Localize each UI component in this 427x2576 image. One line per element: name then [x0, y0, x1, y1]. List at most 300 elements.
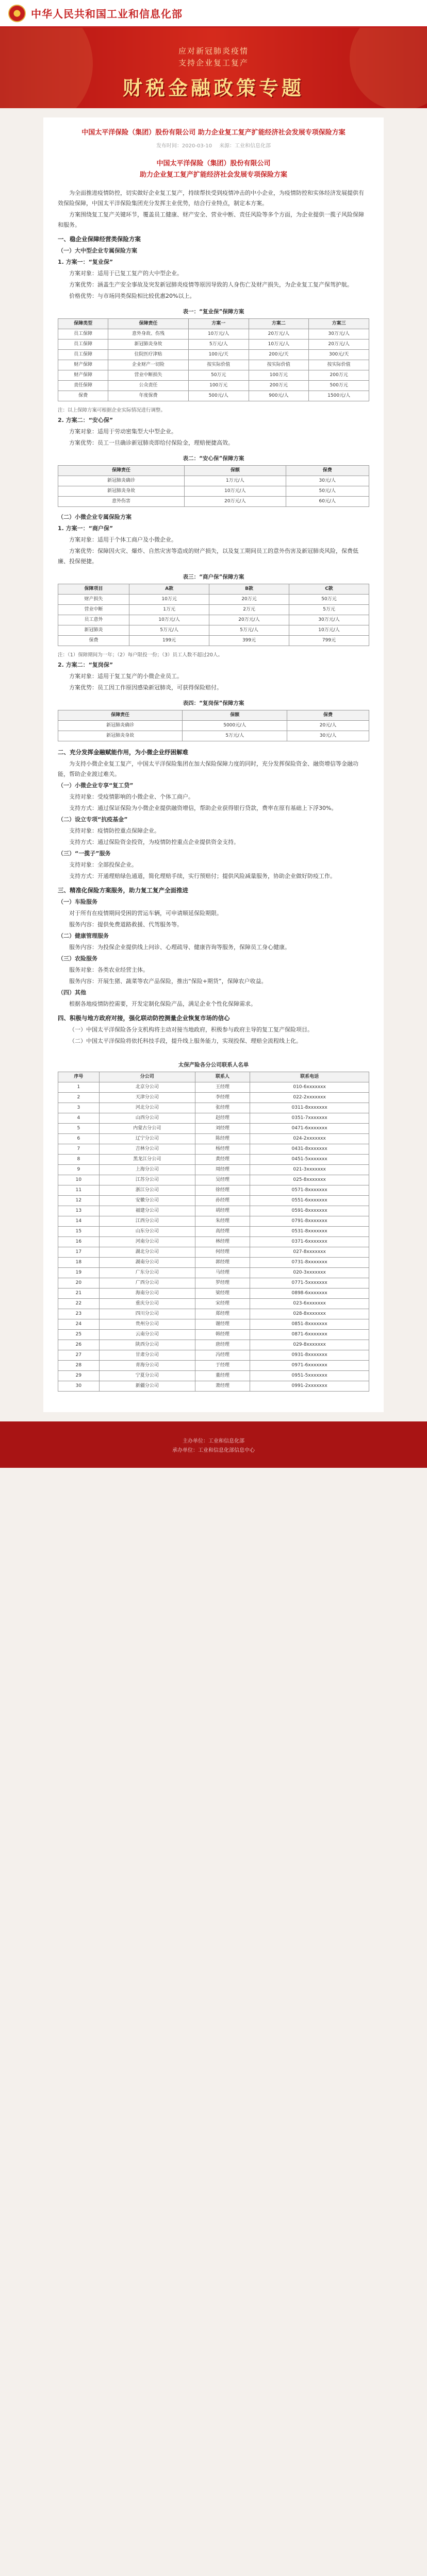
table-cell: 陈经理: [195, 1134, 250, 1144]
table-row: [58, 1268, 369, 1278]
contact-table: [58, 1072, 369, 1392]
table-cell: 22: [58, 1299, 100, 1309]
table-row: [58, 350, 369, 360]
table-cell: 25: [58, 1330, 100, 1340]
table-cell: 0531-8xxxxxxx: [250, 1227, 369, 1237]
table-cell: 8: [58, 1155, 100, 1165]
table-cell: 福建分公司: [99, 1206, 195, 1216]
table-cell: 2: [58, 1093, 100, 1103]
table-cell: 1万元: [129, 605, 209, 615]
page-footer: [0, 1421, 427, 1468]
table-cell: 10万元/人: [289, 625, 369, 636]
table-cell: 10万元: [129, 595, 209, 605]
table-cell: 李经理: [195, 1093, 250, 1103]
table-cell: 15: [58, 1227, 100, 1237]
table-cell: 0991-2xxxxxxx: [250, 1381, 369, 1392]
table-cell: 20万元: [209, 595, 289, 605]
table-cell: 200元/天: [249, 350, 309, 360]
article-body: [43, 117, 384, 1412]
table-cell: 贵州分公司: [99, 1319, 195, 1330]
table-header-cell: 保费: [286, 466, 369, 476]
table-cell: 5万元/人: [183, 731, 287, 741]
table-cell: 陕西分公司: [99, 1340, 195, 1350]
table-cell: 0451-5xxxxxxx: [250, 1155, 369, 1165]
table-row: [58, 1278, 369, 1289]
table-header-cell: 方案二: [249, 319, 309, 329]
table-row: [58, 1093, 369, 1103]
section-paragraph: 支持对象：疫情防控重点保障企业。: [69, 827, 160, 834]
table-row: [58, 370, 369, 381]
table-cell: 新冠肺炎确诊: [58, 476, 185, 486]
table-cell: 徐经理: [195, 1185, 250, 1196]
table-cell: 天津分公司: [99, 1093, 195, 1103]
subsection-heading: （四）其他: [58, 989, 86, 996]
table-cell: 029-8xxxxxxx: [250, 1340, 369, 1350]
table-cell: 黑龙江分公司: [99, 1155, 195, 1165]
table-cell: 0951-5xxxxxxx: [250, 1371, 369, 1381]
table-row: [58, 1258, 369, 1268]
table-cell: 新冠肺炎身故: [108, 340, 189, 350]
table-row: [58, 1381, 369, 1392]
section-heading: 二、充分发挥金融赋能作用，为小微企业纾困解难: [58, 749, 188, 756]
table-cell: 13: [58, 1206, 100, 1216]
table-row: [58, 1134, 369, 1144]
table-cell: 0731-8xxxxxxx: [250, 1258, 369, 1268]
table-cell: 0311-8xxxxxxx: [250, 1103, 369, 1113]
table-row: [58, 595, 369, 605]
table-row: [58, 731, 369, 741]
table-cell: 0971-6xxxxxxx: [250, 1361, 369, 1371]
table-cell: 营业中断损失: [108, 370, 189, 381]
table-cell: 江苏分公司: [99, 1175, 195, 1185]
table-cell: 于经理: [195, 1361, 250, 1371]
table-cell: 员工意外: [58, 615, 129, 625]
table-row: [58, 360, 369, 370]
table-cell: 4: [58, 1113, 100, 1124]
table-row: [58, 497, 369, 507]
table-cell: 新疆分公司: [99, 1381, 195, 1392]
section-paragraph: 根据各地疫情防控需要，开发定制化保险产品，满足企业个性化保障需求。: [69, 1001, 256, 1007]
table-cell: 四川分公司: [99, 1309, 195, 1319]
intro-paragraph: 方案围绕复工复产关键环节，覆盖员工健康、财产安全、营业中断、责任风险等多个方面，为企业提供一揽子风险保障和服务。: [58, 211, 364, 228]
table-cell: 28: [58, 1361, 100, 1371]
table-cell: 1: [58, 1082, 100, 1093]
table-cell: 吉林分公司: [99, 1144, 195, 1155]
plan-paragraph: 方案对象：适用于个体工商户及小微企业。: [69, 536, 177, 543]
table-cell: 王经理: [195, 1082, 250, 1093]
table-row: [58, 1319, 369, 1330]
table-header-cell: 联系电话: [250, 1072, 369, 1082]
subsection-heading: （二）健康管理服务: [58, 933, 109, 939]
table-cell: 新冠肺炎身故: [58, 486, 185, 497]
table-header-cell: 保障项目: [58, 584, 129, 595]
section-paragraph: 支持对象：全部投保企业。: [69, 861, 137, 868]
plan-paragraph: 方案优势：员工因工作原因感染新冠肺炎，可获得保险赔付。: [69, 684, 222, 691]
table-cell: 1500元/人: [309, 391, 369, 401]
table-caption: 表二：“安心保”保障方案: [183, 455, 244, 462]
section-paragraph: 支持对象：受疫情影响的小微企业、个体工商户。: [69, 793, 194, 800]
table-cell: 山东分公司: [99, 1227, 195, 1237]
table-cell: 10: [58, 1175, 100, 1185]
table-cell: 5: [58, 1124, 100, 1134]
table-cell: 企业财产一切险: [108, 360, 189, 370]
table-cell: 萧经理: [195, 1381, 250, 1392]
table-cell: 50万元: [188, 370, 249, 381]
table-cell: 新冠肺炎确诊: [58, 721, 183, 731]
contact-table-caption: 太保产险各分公司联系人名单: [178, 1062, 249, 1068]
table-row: [58, 486, 369, 497]
table-cell: 公众责任: [108, 381, 189, 391]
plan-table: [58, 465, 369, 507]
table-cell: 0431-8xxxxxxx: [250, 1144, 369, 1155]
table-cell: 27: [58, 1350, 100, 1361]
table-cell: 023-6xxxxxxx: [250, 1299, 369, 1309]
table-cell: 郑经理: [195, 1309, 250, 1319]
table-cell: 0351-7xxxxxxx: [250, 1113, 369, 1124]
plan-heading: 1. 方案一：“商户保”: [58, 525, 113, 532]
plan-paragraph: 方案对象：适用于已复工复产的大中型企业。: [69, 270, 183, 277]
table-cell: 11: [58, 1185, 100, 1196]
table-cell: 北京分公司: [99, 1082, 195, 1093]
plan-paragraph: 方案优势：员工一旦确诊新冠肺炎即给付保险金，理赔便捷高效。: [69, 439, 234, 446]
table-cell: 50万元: [289, 595, 369, 605]
article-title: 中国太平洋保险（集团）股份有限公司 助力企业复工复产扩能经济社会发展专项保险方案: [81, 129, 346, 137]
table-cell: 梁经理: [195, 1289, 250, 1299]
org-title-line-2: 助力企业复工复产扩能经济社会发展专项保险方案: [139, 171, 287, 179]
table-cell: 湖南分公司: [99, 1258, 195, 1268]
table-row: [58, 1247, 369, 1258]
plan-paragraph: 方案对象：适用于复工复产的小微企业员工。: [69, 673, 183, 680]
table-row: [58, 1113, 369, 1124]
table-cell: 022-2xxxxxxx: [250, 1093, 369, 1103]
table-cell: 湖北分公司: [99, 1247, 195, 1258]
table-cell: 宋经理: [195, 1299, 250, 1309]
table-cell: 内蒙古分公司: [99, 1124, 195, 1134]
table-cell: 10万元/人: [188, 329, 249, 340]
table-cell: 010-6xxxxxxx: [250, 1082, 369, 1093]
table-cell: 新冠肺炎: [58, 625, 129, 636]
section-paragraph: 支持方式：通过保险资金投资，为疫情防控重点企业提供资金支持。: [69, 839, 239, 845]
table-cell: 2万元: [209, 605, 289, 615]
section-heading: 四、积极与地方政府对接，强化联动防控测量企业恢复市场的信心: [58, 1014, 230, 1022]
table-cell: 027-8xxxxxxx: [250, 1247, 369, 1258]
table-cell: 山西分公司: [99, 1113, 195, 1124]
table-header-cell: 保费: [287, 710, 369, 721]
table-cell: 0898-6xxxxxxx: [250, 1289, 369, 1299]
table-cell: 12: [58, 1196, 100, 1206]
table-cell: 孙经理: [195, 1196, 250, 1206]
table-row: [58, 1175, 369, 1185]
table-cell: 谢经理: [195, 1319, 250, 1330]
table-header-cell: 方案一: [188, 319, 249, 329]
top-bar: [0, 0, 427, 28]
plan-table: [58, 318, 369, 401]
table-cell: 河北分公司: [99, 1103, 195, 1113]
table-header-cell: 序号: [58, 1072, 100, 1082]
table-cell: 19: [58, 1268, 100, 1278]
table-cell: 0931-8xxxxxxx: [250, 1350, 369, 1361]
table-cell: 200万元: [249, 381, 309, 391]
table-cell: 20万元/人: [209, 615, 289, 625]
table-row: [58, 1155, 369, 1165]
table-cell: 799元: [289, 636, 369, 646]
table-cell: 18: [58, 1258, 100, 1268]
table-cell: 上海分公司: [99, 1165, 195, 1175]
table-cell: 020-3xxxxxxx: [250, 1268, 369, 1278]
table-cell: 30万元/人: [289, 615, 369, 625]
table-cell: 营业中断: [58, 605, 129, 615]
table-cell: 重庆分公司: [99, 1299, 195, 1309]
table-cell: 21: [58, 1289, 100, 1299]
table-header-cell: A款: [129, 584, 209, 595]
org-title: [58, 158, 369, 181]
table-cell: 1万元/人: [185, 476, 286, 486]
table-cell: 财产保障: [58, 370, 108, 381]
table-header-cell: 方案三: [309, 319, 369, 329]
table-cell: 025-8xxxxxxx: [250, 1175, 369, 1185]
table-row: [58, 1340, 369, 1350]
section-paragraph: 服务内容：为投保企业提供线上问诊、心理疏导、健康咨询等服务，保障员工身心健康。: [69, 944, 290, 951]
table-cell: 100元/天: [188, 350, 249, 360]
table-cell: 0551-6xxxxxxx: [250, 1196, 369, 1206]
table-cell: 20: [58, 1278, 100, 1289]
table-cell: 按实际价值: [188, 360, 249, 370]
table-cell: 按实际价值: [309, 360, 369, 370]
table-cell: 董经理: [195, 1371, 250, 1381]
table-cell: 安徽分公司: [99, 1196, 195, 1206]
plan-table: [58, 584, 369, 646]
table-cell: 何经理: [195, 1247, 250, 1258]
table-row: [58, 1371, 369, 1381]
banner-line-1: 应对新冠肺炎疫情: [178, 46, 249, 56]
table-cell: 宁夏分公司: [99, 1371, 195, 1381]
table-cell: 刘经理: [195, 1124, 250, 1134]
subsection-heading: （二）小微企业专属保险方案: [58, 514, 132, 520]
table-row: [58, 329, 369, 340]
table-cell: 朱经理: [195, 1216, 250, 1227]
subsection-heading: （三）农险服务: [58, 955, 97, 962]
plan-paragraph: 价格优势：与市场同类保险相比较优惠20%以上。: [69, 293, 195, 299]
table-cell: 30万元/人: [309, 329, 369, 340]
table-cell: 郭经理: [195, 1258, 250, 1268]
table-cell: 意外伤害: [58, 497, 185, 507]
table-cell: 10万元/人: [129, 615, 209, 625]
table-cell: 保费: [58, 391, 108, 401]
table-cell: 199元: [129, 636, 209, 646]
table-cell: 20万元/人: [249, 329, 309, 340]
table-row: [58, 1144, 369, 1155]
table-cell: 300元/天: [309, 350, 369, 360]
table-header-cell: 保障责任: [58, 710, 183, 721]
table-cell: 20元/人: [287, 721, 369, 731]
plan-paragraph: 方案对象：适用于劳动密集型大中型企业。: [69, 428, 177, 435]
table-cell: 吴经理: [195, 1175, 250, 1185]
table-cell: 0471-6xxxxxxx: [250, 1124, 369, 1134]
table-header-cell: 联系人: [195, 1072, 250, 1082]
section-paragraph: 支持方式：通过保证保险为小微企业提供融资增信，帮助企业获得银行贷款，费率在原有基础上下浮30%。: [69, 805, 337, 811]
table-cell: 60元/人: [286, 497, 369, 507]
table-cell: 员工保障: [58, 350, 108, 360]
table-cell: 14: [58, 1216, 100, 1227]
table-header-cell: 保障责任: [58, 466, 185, 476]
table-cell: 高经理: [195, 1227, 250, 1237]
table-cell: 赵经理: [195, 1113, 250, 1124]
table-cell: 河南分公司: [99, 1237, 195, 1247]
site-title[interactable]: 中华人民共和国工业和信息化部: [31, 8, 183, 20]
national-emblem-icon: [8, 5, 26, 22]
table-cell: 按实际价值: [249, 360, 309, 370]
table-row: [58, 1289, 369, 1299]
table-row: [58, 1124, 369, 1134]
section-paragraph: 服务内容：提供免费道路救援、代驾服务等。: [69, 921, 183, 928]
plan-heading: 2. 方案二：“安心保”: [58, 417, 113, 423]
table-cell: 20万元/人: [309, 340, 369, 350]
table-cell: 500元/人: [188, 391, 249, 401]
table-cell: 16: [58, 1237, 100, 1247]
section-paragraph: 支持方式：开通理赔绿色通道，简化理赔手续，实行预赔付；提供风险减量服务，协助企业做好防疫工作。: [69, 873, 336, 879]
source: 来源：工业和信息化部: [219, 143, 271, 149]
table-cell: 23: [58, 1309, 100, 1319]
subsection-heading: （三）“一揽子”服务: [58, 850, 111, 857]
table-caption: 表三：“商户保”保障方案: [183, 574, 244, 580]
banner-line-2: 支持企业复工复产: [178, 58, 249, 67]
table-cell: 张经理: [195, 1103, 250, 1113]
section-heading: 三、精准化保险方案服务，助力复工复产全面推进: [58, 887, 188, 894]
table-cell: 周经理: [195, 1165, 250, 1175]
table-cell: 5万元/人: [209, 625, 289, 636]
table-cell: 399元: [209, 636, 289, 646]
table-cell: 辽宁分公司: [99, 1134, 195, 1144]
table-caption: 表四：“复岗保”保障方案: [183, 700, 244, 706]
table-row: [58, 1299, 369, 1309]
table-cell: 罗经理: [195, 1278, 250, 1289]
table-cell: 广西分公司: [99, 1278, 195, 1289]
subsection-heading: （二）设立专项“抗疫基金”: [58, 816, 128, 823]
table-cell: 24: [58, 1319, 100, 1330]
table-cell: 甘肃分公司: [99, 1350, 195, 1361]
table-row: [58, 1082, 369, 1093]
section-paragraph: （一）中国太平洋保险各分支机构将主动对接当地政府，积极参与政府主导的复工复产保险项目。: [69, 1026, 313, 1033]
table-cell: 0791-8xxxxxxx: [250, 1216, 369, 1227]
footer-line: 主办单位：工业和信息化部: [183, 1438, 244, 1444]
table-cell: 6: [58, 1134, 100, 1144]
table-cell: 杨经理: [195, 1144, 250, 1155]
table-cell: 云南分公司: [99, 1330, 195, 1340]
table-cell: 29: [58, 1371, 100, 1381]
footer-line: 承办单位：工业和信息化部信息中心: [172, 1448, 255, 1453]
table-cell: 保费: [58, 636, 129, 646]
plan-heading: 2. 方案二：“复岗保”: [58, 662, 113, 668]
table-row: [58, 1350, 369, 1361]
table-cell: 财产保障: [58, 360, 108, 370]
org-title-line-1: 中国太平洋保险（集团）股份有限公司: [156, 160, 271, 167]
table-row: [58, 1206, 369, 1216]
table-cell: 财产损失: [58, 595, 129, 605]
table-row: [58, 605, 369, 615]
table-cell: 0591-8xxxxxxx: [250, 1206, 369, 1216]
table-cell: 028-8xxxxxxx: [250, 1309, 369, 1319]
table-cell: 浙江分公司: [99, 1185, 195, 1196]
table-cell: 50元/人: [286, 486, 369, 497]
table-row: [58, 615, 369, 625]
section-paragraph: 服务对象：各类农业经营主体。: [69, 967, 149, 973]
table-header-cell: B款: [209, 584, 289, 595]
table-cell: 5万元/人: [188, 340, 249, 350]
table-row: [58, 625, 369, 636]
table-row: [58, 1227, 369, 1237]
table-cell: 意外身故、伤残: [108, 329, 189, 340]
table-cell: 韩经理: [195, 1330, 250, 1340]
table-header-cell: 保额: [185, 466, 286, 476]
table-cell: 024-2xxxxxxx: [250, 1134, 369, 1144]
table-row: [58, 391, 369, 401]
table-row: [58, 721, 369, 731]
table-row: [58, 1309, 369, 1319]
plan-heading: 1. 方案一：“复业保”: [58, 259, 113, 265]
table-header-cell: 保障类型: [58, 319, 108, 329]
table-cell: 10万元/人: [185, 486, 286, 497]
publish-date: 发布时间：2020-03-10: [156, 143, 212, 149]
table-cell: 0371-6xxxxxxx: [250, 1237, 369, 1247]
table-cell: 100万元: [249, 370, 309, 381]
table-row: [58, 1361, 369, 1371]
section-heading: 一、稳企业保障经营类保险方案: [58, 235, 141, 243]
table-row: [58, 340, 369, 350]
section-paragraph: （二）中国太平洋保险将依托科技手段，提升线上服务能力，实现投保、理赔全流程线上化。: [69, 1038, 302, 1044]
table-row: [58, 1165, 369, 1175]
table-cell: 5万元/人: [129, 625, 209, 636]
table-cell: 900元/人: [249, 391, 309, 401]
table-cell: 海南分公司: [99, 1289, 195, 1299]
table-cell: 江西分公司: [99, 1216, 195, 1227]
banner-main-title: 财税金融政策专题: [122, 76, 304, 99]
table-header-cell: 保额: [183, 710, 287, 721]
section-paragraph: 服务内容：开展生猪、蔬菜等农产品保险，推出“保险+期货”，保障农户收益。: [69, 978, 267, 985]
table-cell: 青海分公司: [99, 1361, 195, 1371]
table-row: [58, 1330, 369, 1340]
table-cell: 住院医疗津贴: [108, 350, 189, 360]
table-header-cell: 分公司: [99, 1072, 195, 1082]
table-cell: 10万元/人: [249, 340, 309, 350]
table-cell: 26: [58, 1340, 100, 1350]
table-cell: 30元/人: [286, 476, 369, 486]
table-row: [58, 1237, 369, 1247]
table-cell: 0571-8xxxxxxx: [250, 1185, 369, 1196]
subsection-heading: （一）大中型企业专属保险方案: [58, 247, 137, 254]
table-cell: 17: [58, 1247, 100, 1258]
subsection-heading: （一）小微企业专享“复工贷”: [58, 782, 134, 789]
table-cell: 林经理: [195, 1237, 250, 1247]
section-paragraph: 为支持小微企业复工复产，中国太平洋保险集团在加大保险保障力度的同时，充分发挥保险资金、融资增信等金融功能，帮助企业渡过难关。: [58, 760, 358, 777]
intro-paragraph: 为全面推进疫情防控，切实做好企业复工复产，持续帮扶受到疫情冲击的中小企业，为疫情防控和实体经济发展提供有效保险保障，中国太平洋保险集团充分发挥主业优势，结合行业特点，制定本方案。: [58, 190, 364, 207]
table-cell: 9: [58, 1165, 100, 1175]
table-cell: 5万元: [289, 605, 369, 615]
table-cell: 马经理: [195, 1268, 250, 1278]
table-cell: 责任保障: [58, 381, 108, 391]
table-cell: 30: [58, 1381, 100, 1392]
table-cell: 唐经理: [195, 1340, 250, 1350]
article-meta: [58, 141, 369, 149]
table-cell: 年度保费: [108, 391, 189, 401]
table-header-cell: C款: [289, 584, 369, 595]
table-cell: 3: [58, 1103, 100, 1113]
table-header-cell: 保障责任: [108, 319, 189, 329]
table-cell: 30元/人: [287, 731, 369, 741]
table-note: 注：以上保障方案可根据企业实际情况进行调整。: [58, 408, 166, 413]
table-row: [58, 636, 369, 646]
plan-paragraph: 方案优势：保障因火灾、爆炸、自然灾害等造成的财产损失，以及复工期间员工的意外伤害及新冠肺炎风险，保费低廉、投保便捷。: [58, 548, 358, 565]
table-cell: 冯经理: [195, 1350, 250, 1361]
